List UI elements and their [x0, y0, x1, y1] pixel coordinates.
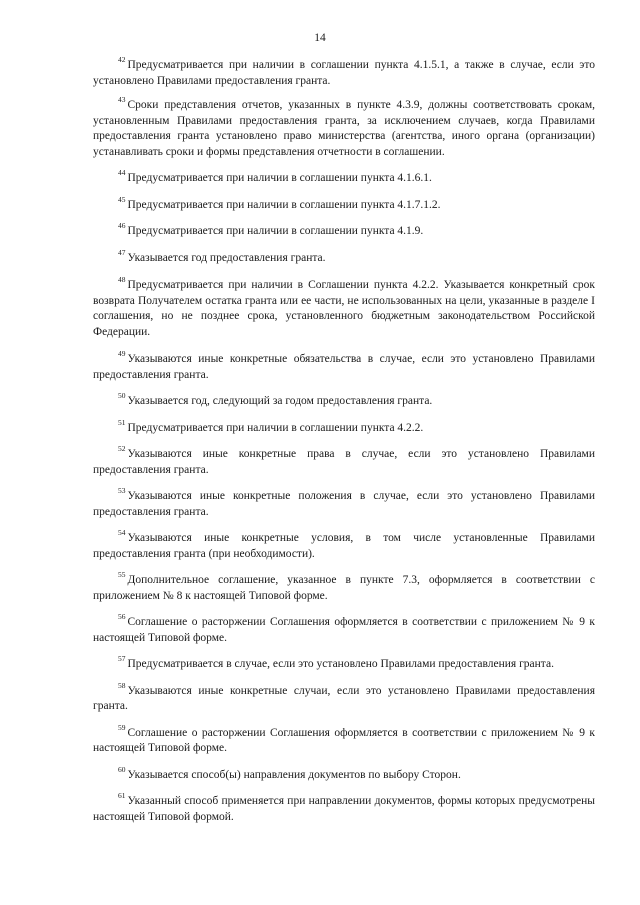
footnote — [93, 722, 595, 757]
footnotes-list — [93, 55, 595, 825]
footnote-text: Дополнительное соглашение, указанное в пункте 7.3, оформляется в соответствии с приложением № 8 к настоящей Типовой форме. — [93, 574, 595, 602]
footnote-number: 61 — [118, 791, 126, 801]
footnote-text: Указанный способ применяется при направлении документов, формы которых предусмотрены настоящей Типовой формой. — [93, 795, 595, 823]
footnote — [93, 764, 595, 784]
footnote-text: Соглашение о расторжении Соглашения оформляется в соответствии с приложением № 9 к настоящей Типовой форме. — [93, 726, 595, 754]
footnote — [93, 275, 595, 340]
footnote-text: Предусматривается при наличии в соглашении пункта 4.1.5.1, а также в случае, если это установлено Правилами предоставления гранта. — [93, 59, 595, 87]
footnote-number: 48 — [118, 275, 126, 285]
footnote — [93, 55, 595, 89]
footnote-number: 47 — [118, 247, 126, 257]
footnote — [93, 570, 595, 604]
footnote — [93, 391, 595, 410]
footnote-text: Указывается способ(ы) направления документов по выбору Сторон. — [127, 768, 461, 781]
footnote — [93, 680, 595, 715]
footnote-text: Соглашение о расторжении Соглашения оформляется в соответствии с приложением № 9 к настоящей Типовой форме. — [93, 616, 595, 644]
footnote-number: 45 — [118, 194, 126, 204]
footnote-text: Указываются иные конкретные обязательства в случае, если это установлено Правилами предоставления гранта. — [93, 353, 595, 381]
footnote-text: Предусматривается при наличии в соглашении пункта 4.2.2. — [127, 421, 424, 434]
footnote-number: 54 — [118, 528, 126, 538]
footnote — [93, 349, 595, 383]
footnote-number: 50 — [118, 391, 126, 401]
footnote-text: Указывается год, следующий за годом предоставления гранта. — [127, 395, 433, 407]
footnote — [93, 168, 595, 187]
footnote-text: Указываются иные конкретные положения в случае, если это установлено Правилами предоставления гранта. — [93, 490, 595, 518]
footnote — [93, 528, 595, 562]
page-number: 14 — [314, 32, 326, 44]
footnote-number: 57 — [118, 654, 126, 664]
footnote — [93, 194, 595, 214]
footnote-number: 52 — [118, 444, 126, 454]
footnote-number: 53 — [118, 486, 126, 496]
footnote-text: Предусматривается в случае, если это установлено Правилами предоставления гранта. — [127, 658, 554, 670]
footnote-number: 55 — [118, 570, 126, 580]
footnote — [93, 791, 595, 825]
footnote — [93, 486, 595, 520]
footnote — [93, 417, 595, 437]
footnote-text: Указываются иные конкретные права в случае, если это установлено Правилами предоставления гранта. — [93, 448, 595, 476]
footnote — [93, 444, 595, 478]
footnote — [93, 221, 595, 240]
footnote — [93, 247, 595, 267]
footnote-number: 42 — [118, 55, 126, 65]
footnote-number: 60 — [118, 764, 126, 774]
footnote-text: Указывается год предоставления гранта. — [127, 251, 326, 264]
footnote — [93, 654, 595, 673]
footnote-text: Указываются иные конкретные случаи, если это установлено Правилами предоставления гранта. — [93, 684, 595, 712]
footnote-text: Указываются иные конкретные условия, в том числе установленные Правилами предоставления гранта (при необходимости). — [93, 532, 595, 560]
footnote-number: 56 — [118, 612, 126, 622]
footnote-number: 49 — [118, 349, 126, 359]
footnote-text: Сроки представления отчетов, указанных в пункте 4.3.9, должны соответствовать срокам, установленным Правилами предоставления гранта, за исключением случаев, когда Правилами предоставления гранта установлено право министерства (агентства, иного органа (организации) устанавливать сроки и формы представления отчетности в соглашении. — [93, 99, 595, 158]
footnote-text: Предусматривается при наличии в соглашении пункта 4.1.7.1.2. — [127, 198, 441, 211]
footnote-text: Предусматривается при наличии в Соглашении пункта 4.2.2. Указывается конкретный срок возврата Получателем остатка гранта или ее части, не использованных на цели, указанные в разделе I соглашения, но не позднее срока, установленного бюджетным законодательством Российской Федерации. — [93, 279, 595, 338]
footnote-text: Предусматривается при наличии в соглашении пункта 4.1.9. — [127, 225, 424, 237]
footnote-number: 51 — [118, 417, 126, 427]
footnote-number: 44 — [118, 168, 126, 178]
footnote-number: 43 — [118, 95, 126, 105]
footnote-number: 59 — [118, 722, 126, 732]
footnote-number: 58 — [118, 680, 126, 690]
footnote-text: Предусматривается при наличии в соглашении пункта 4.1.6.1. — [127, 172, 432, 184]
footnote-number: 46 — [118, 221, 126, 231]
footnote — [93, 612, 595, 646]
footnote — [93, 95, 595, 160]
